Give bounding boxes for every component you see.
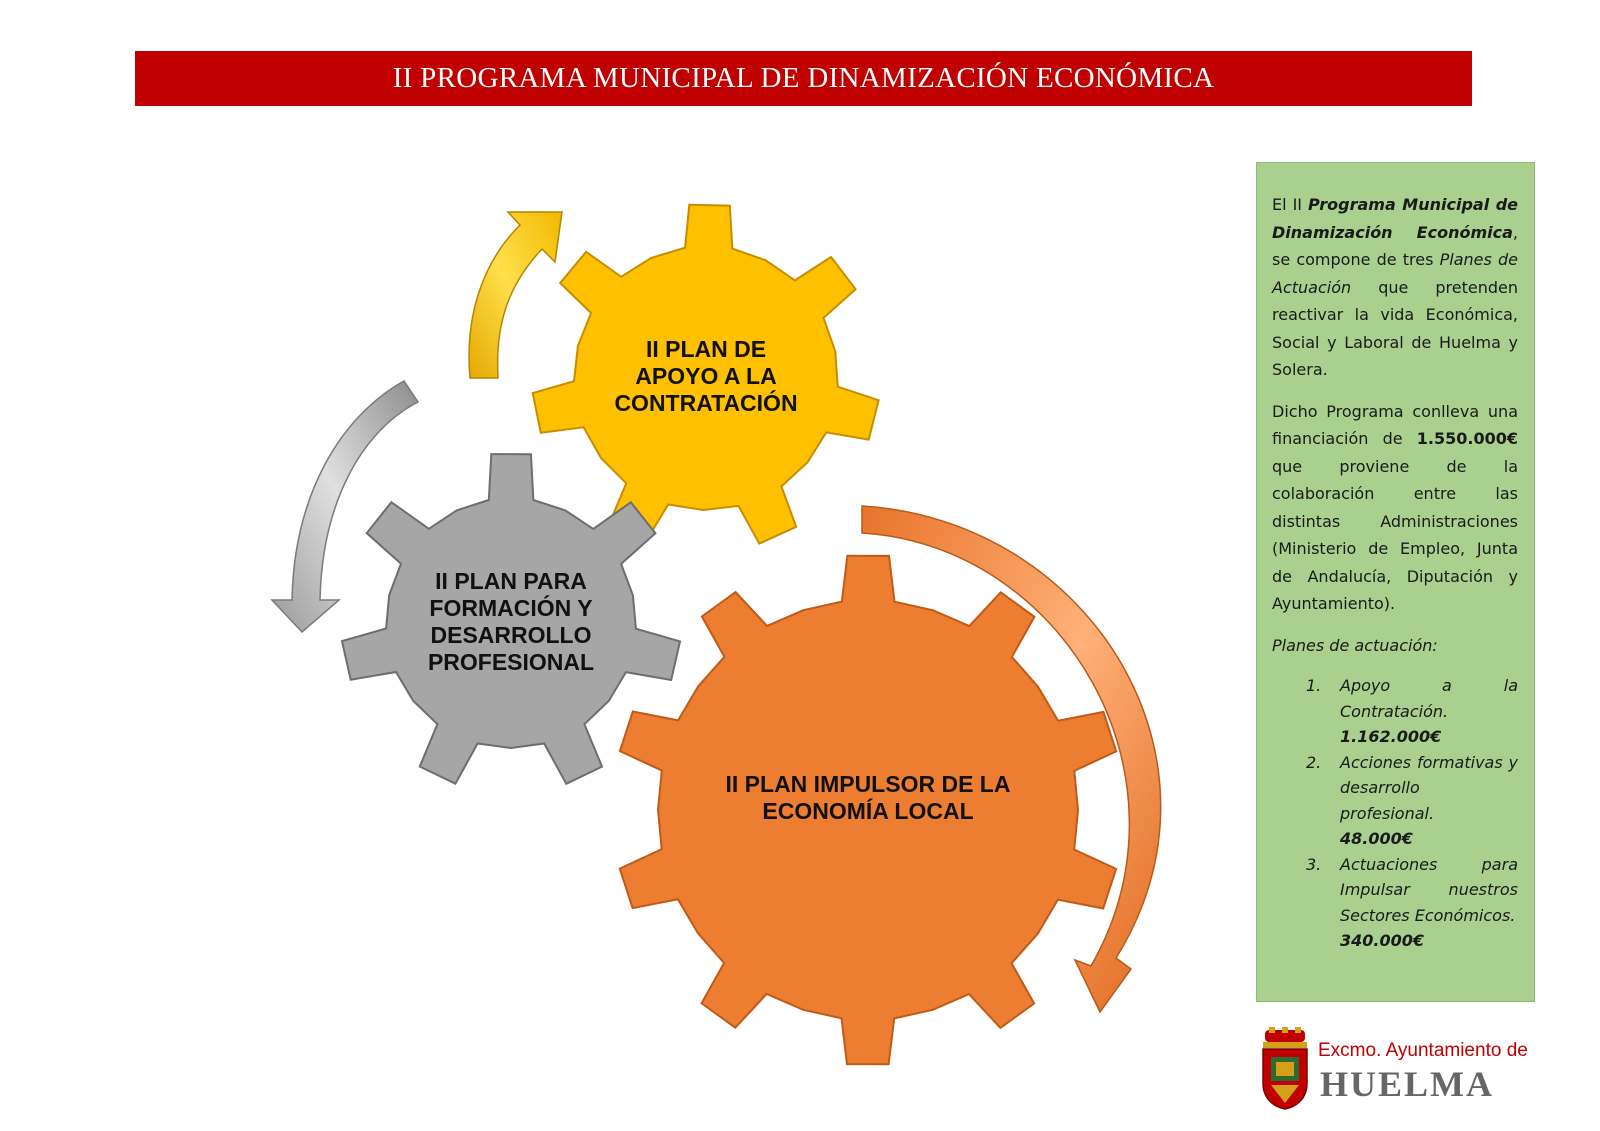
gear-orange-label-line-1: II PLAN IMPULSOR DE LA	[725, 771, 1011, 797]
gear-orange-label-line-2: ECONOMÍA LOCAL	[762, 798, 974, 824]
plan-item	[1272, 852, 1518, 954]
intro-text-2: , se compone de tres	[1272, 222, 1518, 269]
intro-paragraph	[1272, 191, 1518, 384]
plan-list	[1272, 673, 1518, 954]
logo-line-1: Excmo. Ayuntamiento de	[1318, 1040, 1528, 1061]
gear-yellow-label-line-1: II PLAN DE	[645, 336, 767, 362]
funding-paragraph	[1272, 398, 1518, 618]
intro-text-1: El II	[1272, 195, 1309, 214]
funding-text-1: Dicho Programa conlleva una financiación de	[1272, 401, 1518, 448]
gear-grey-label-line-1: II PLAN PARA	[435, 568, 587, 594]
info-panel	[1256, 162, 1535, 1002]
plan-number: 2.	[1306, 752, 1322, 772]
plan-body	[1340, 673, 1518, 750]
plans-term: Planes de Actuación	[1272, 250, 1518, 297]
plan-number: 1.	[1306, 676, 1322, 695]
plans-heading: Planes de actuación:	[1272, 635, 1438, 655]
plan-number: 3.	[1306, 854, 1322, 874]
plan-item	[1272, 673, 1518, 750]
town-hall-logo	[1256, 1027, 1576, 1113]
gear-grey-label-line-2: FORMACIÓN Y	[429, 595, 593, 621]
plan-body	[1340, 852, 1518, 954]
logo-line-2: HUELMA	[1320, 1064, 1494, 1104]
program-name: Programa Municipal de Dinamización Económica	[1272, 195, 1518, 242]
intro-text-3: que pretenden reactivar la vida Económica, Social y Laboral de Huelma y Solera.	[1272, 277, 1518, 379]
gear-grey-label-line-3: DESARROLLO	[430, 622, 592, 648]
gear-yellow-label-line-2: APOYO A LA	[635, 363, 777, 389]
gear-grey-label	[428, 568, 594, 675]
gear-orange-label	[726, 771, 1011, 824]
plan-amount: 48.000€	[1340, 829, 1413, 848]
plan-description: Apoyo a la Contratación.	[1340, 676, 1518, 721]
yellow-cycle-arrow	[469, 212, 562, 378]
gear-grey-label-line-4: PROFESIONAL	[427, 649, 595, 675]
page-title: II PROGRAMA MUNICIPAL DE DINAMIZACIÓN ECONÓMICA	[392, 62, 1215, 94]
plan-description: Acciones formativas y desarrollo profesional.	[1340, 752, 1518, 823]
plan-item	[1272, 750, 1518, 852]
funding-text-2: que proviene de la colaboración entre las distintas Administraciones (Ministerio de Empleo, Junta de Andalucía, Diputación y Ayuntamiento).	[1272, 456, 1518, 613]
plan-body	[1340, 750, 1518, 852]
gear-yellow-label-line-3: CONTRATACIÓN	[614, 390, 798, 416]
plan-amount: 1.162.000€	[1340, 727, 1442, 746]
plan-description: Actuaciones para Impulsar nuestros Sectores Económicos.	[1340, 854, 1518, 925]
coat-of-arms-icon	[1256, 1027, 1314, 1111]
total-funding: 1.550.000€	[1416, 429, 1518, 448]
plan-amount: 340.000€	[1340, 931, 1425, 950]
